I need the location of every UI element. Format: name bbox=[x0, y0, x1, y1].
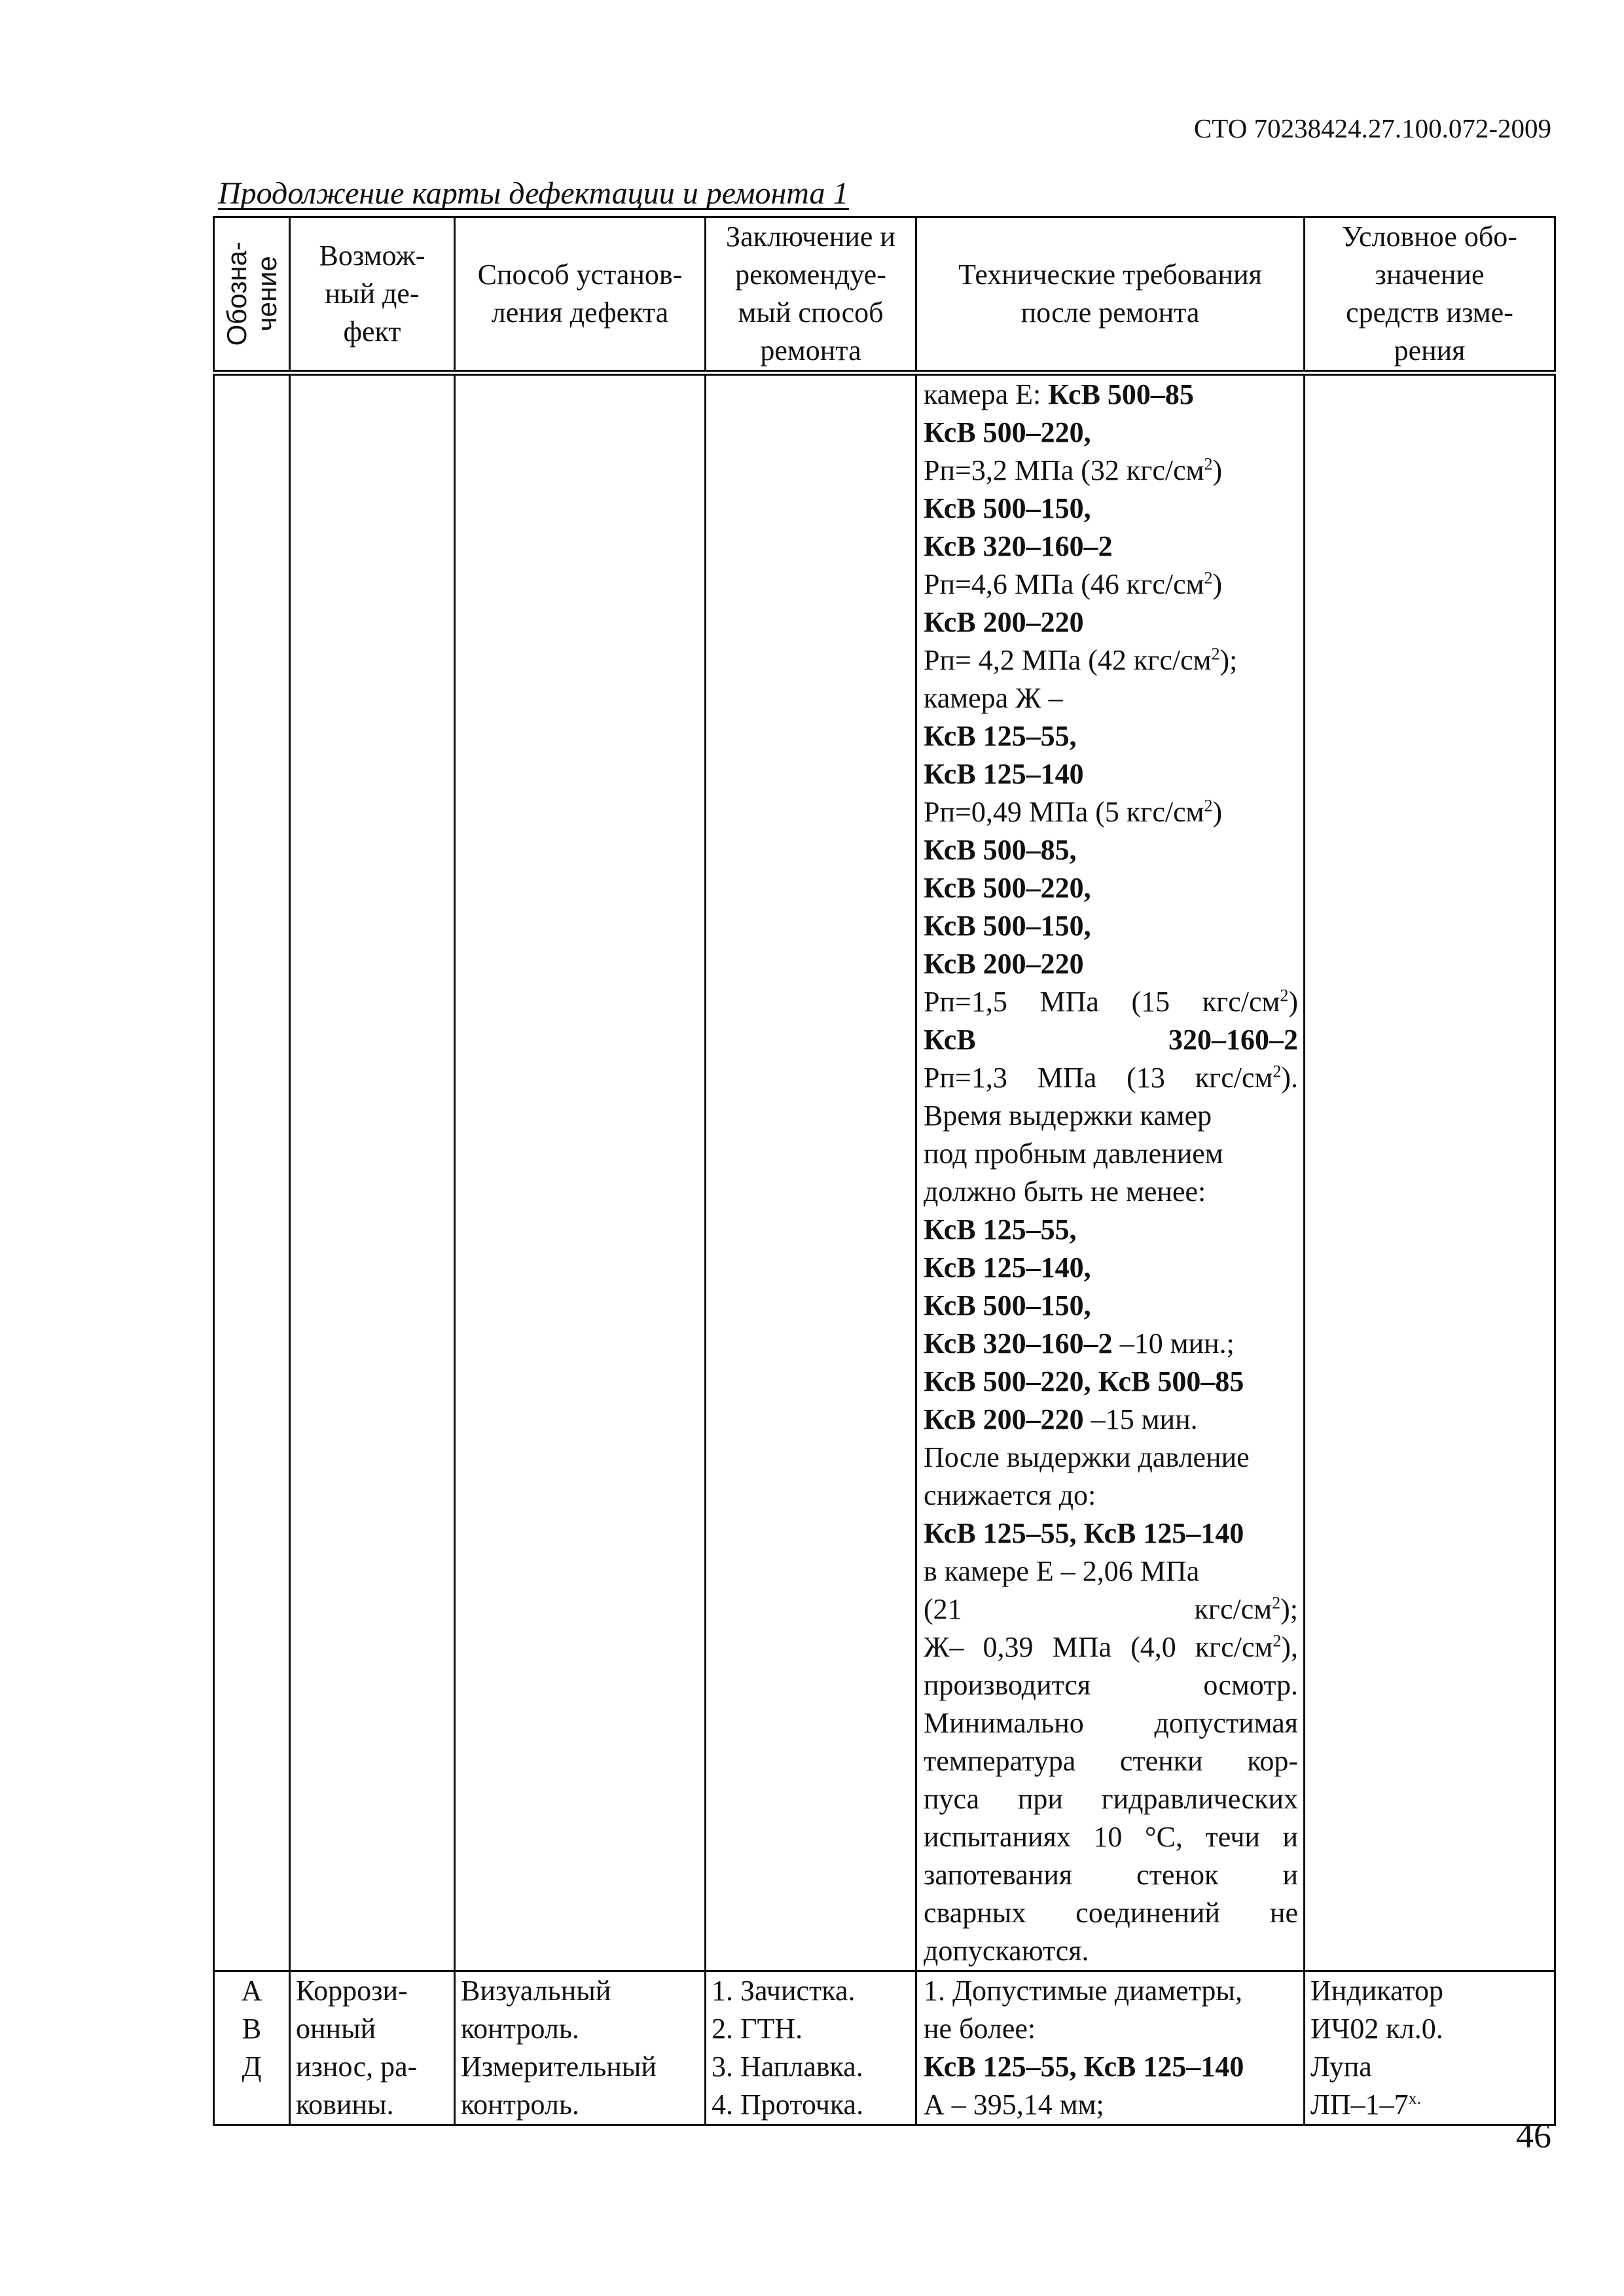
requirement-line: КсВ 125–55, КсВ 125–140 bbox=[924, 1517, 1244, 1549]
designation-code: Д bbox=[242, 2051, 262, 2083]
requirement-line: После выдержки давление bbox=[924, 1441, 1250, 1473]
requirement-line: КсВ 125–55, bbox=[924, 1213, 1077, 1246]
method-line: контроль. bbox=[461, 2013, 579, 2045]
requirement-line: пуса при гидравлических bbox=[924, 1783, 1298, 1815]
method-line: Визуальный bbox=[461, 1975, 611, 2007]
requirement-line: под пробным давлением bbox=[924, 1138, 1223, 1170]
requirement-line: Рп= 4,2 МПа (42 кгс/$см^2$); bbox=[924, 644, 1238, 676]
row1-repair-cell bbox=[706, 373, 916, 1971]
requirement-line: Рп=3,2 МПа (32 кгс/$см^2$) bbox=[924, 454, 1223, 486]
requirement-line: КсВ 320–160–2 –10 мин.; bbox=[924, 1327, 1235, 1359]
requirement-line: КсВ 500–220, bbox=[924, 872, 1091, 904]
table-header-row bbox=[214, 217, 1555, 373]
header-designation: Обозна- чение bbox=[214, 217, 290, 373]
repair-step: 4. Проточка. bbox=[712, 2089, 864, 2121]
requirement-line: должно быть не менее: bbox=[924, 1175, 1206, 1208]
defect-line: износ, ра- bbox=[296, 2051, 418, 2083]
requirement-line: производится осмотр. bbox=[924, 1669, 1298, 1701]
header-measuring-instruments: Условное обо- значение средств изме- рения bbox=[1305, 217, 1555, 373]
requirement-line: КсВ 125–140, bbox=[924, 1251, 1091, 1283]
header-conclusion-repair: Заключение и рекомендуе- мый способ ремонта bbox=[706, 217, 916, 373]
requirement-line: Ж– 0,39 МПа (4,0 кгс/$см^2$), bbox=[924, 1631, 1298, 1663]
row1-instruments-cell bbox=[1305, 373, 1555, 1971]
method-line: Измерительный bbox=[461, 2051, 657, 2083]
requirement-line: КсВ 500–85, bbox=[924, 834, 1077, 866]
requirement-line: КсВ 125–55, bbox=[924, 720, 1077, 752]
requirement-line: Минимально допустимая bbox=[924, 1707, 1298, 1739]
table-caption: Продолжение карты дефектации и ремонта 1 bbox=[218, 176, 849, 211]
document-code: СТО 70238424.27.100.072-2009 bbox=[1193, 113, 1551, 143]
requirement-line: (21 кгс/$см^2$); bbox=[924, 1593, 1298, 1625]
instrument-line: $ЛП-1-7^{х.}$ bbox=[1310, 2089, 1422, 2121]
header-detection-method: Способ установ- ления дефекта bbox=[455, 217, 706, 373]
requirement-line: снижается до: bbox=[924, 1479, 1096, 1511]
page-number: 46 bbox=[1516, 2116, 1551, 2155]
requirement-line: КсВ 500–220, bbox=[924, 416, 1091, 448]
instrument-line: Индикатор bbox=[1310, 1975, 1444, 2007]
defect-line: Коррози- bbox=[296, 1975, 408, 2007]
requirement-line: КсВ 500–150, bbox=[924, 1289, 1091, 1321]
defect-map-table bbox=[213, 216, 1556, 2126]
requirement-line: запотевания стенок и bbox=[924, 1859, 1298, 1891]
requirement-line: Рп=1,3 МПа (13 кгс/$см^2$). bbox=[924, 1062, 1298, 1094]
requirement-line: КсВ 125–140 bbox=[924, 758, 1084, 790]
row2-repair-cell bbox=[706, 1971, 916, 2125]
requirement-line: камера Ж – bbox=[924, 682, 1063, 714]
requirement-line: допускаются. bbox=[924, 1935, 1089, 1967]
row2-defect-cell bbox=[290, 1971, 455, 2125]
method-line: контроль. bbox=[461, 2089, 579, 2121]
defect-line: ковины. bbox=[296, 2089, 394, 2121]
designation-code: В bbox=[242, 2013, 262, 2045]
requirement-line: КсВ 200–220 bbox=[924, 948, 1084, 980]
requirement-line: Время выдержки камер bbox=[924, 1100, 1212, 1132]
requirement-line: КсВ 320–160–2 bbox=[924, 1024, 1298, 1056]
requirement-line: не более: bbox=[924, 2013, 1036, 2045]
table-row bbox=[214, 1971, 1555, 2125]
requirement-line: камера Е: КсВ 500–85 bbox=[924, 378, 1194, 410]
requirement-line: КсВ 500–150, bbox=[924, 492, 1091, 524]
requirement-line: сварных соединений не bbox=[924, 1897, 1298, 1929]
row1-designation-cell bbox=[214, 373, 290, 1971]
requirement-line: температура стенки кор- bbox=[924, 1745, 1298, 1777]
row2-instruments-cell bbox=[1305, 1971, 1555, 2125]
instrument-line: Лупа bbox=[1310, 2051, 1372, 2083]
table-row bbox=[214, 373, 1555, 1971]
designation-code: А bbox=[241, 1975, 262, 2007]
requirement-line: 1. Допустимые диаметры, bbox=[924, 1975, 1242, 2007]
requirement-line: КсВ 200–220 bbox=[924, 606, 1084, 638]
row2-method-cell bbox=[455, 1971, 706, 2125]
defect-line: онный bbox=[296, 2013, 376, 2045]
repair-step: 1. Зачистка. bbox=[712, 1975, 856, 2007]
row1-method-cell bbox=[455, 373, 706, 1971]
instrument-line: ИЧ02 кл.0. bbox=[1310, 2013, 1443, 2045]
row2-designation-cell bbox=[214, 1971, 290, 2125]
requirement-line: А – 395,14 мм; bbox=[924, 2089, 1104, 2121]
repair-step: 3. Наплавка. bbox=[712, 2051, 863, 2083]
requirement-line: КсВ 500–150, bbox=[924, 910, 1091, 942]
row2-requirements-cell bbox=[916, 1971, 1305, 2125]
requirement-line: Рп=4,6 МПа (46 кгс/$см^2$) bbox=[924, 568, 1223, 600]
requirement-line: в камере Е – 2,06 МПа bbox=[924, 1555, 1200, 1587]
row1-requirements-cell bbox=[916, 373, 1305, 1971]
requirement-line: КсВ 125–55, КсВ 125–140 bbox=[924, 2051, 1244, 2083]
requirement-line: КсВ 500–220, КсВ 500–85 bbox=[924, 1365, 1244, 1397]
requirement-line: КсВ 320–160–2 bbox=[924, 530, 1113, 562]
row1-defect-cell bbox=[290, 373, 455, 1971]
requirement-line: КсВ 200–220 –15 мин. bbox=[924, 1403, 1198, 1435]
requirement-line: Рп=0,49 МПа (5 кгс/$см^2$) bbox=[924, 796, 1223, 828]
requirement-line: Рп=1,5 МПа (15 кгс/$см^2$) bbox=[924, 986, 1298, 1018]
repair-step: 2. ГТН. bbox=[712, 2013, 803, 2045]
header-technical-requirements: Технические требования после ремонта bbox=[916, 217, 1305, 373]
header-possible-defect: Возмож- ный де- фект bbox=[290, 217, 455, 373]
requirement-line: испытаниях 10 °С, течи и bbox=[924, 1821, 1298, 1853]
